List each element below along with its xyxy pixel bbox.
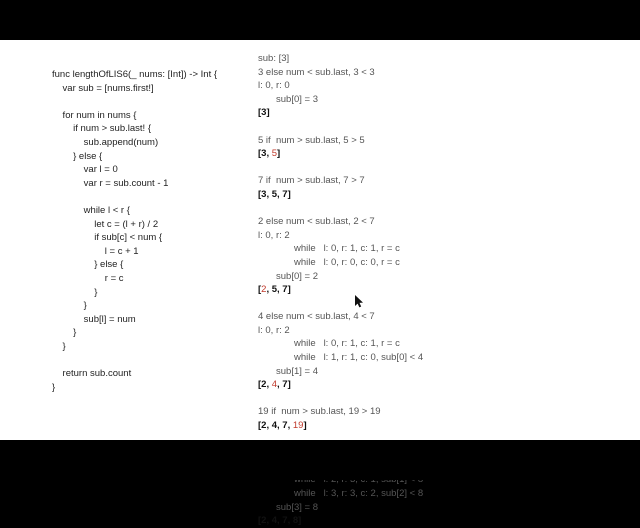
trace-line (258, 514, 423, 528)
code-line: } else { (52, 150, 103, 162)
trace-highlight-value: 4 (271, 379, 278, 391)
trace-line (258, 297, 423, 311)
trace-text: l: 0, r: 0 (258, 80, 290, 92)
trace-text: sub[0] = 3 (276, 93, 318, 105)
trace-text: while l: 3, r: 3, c: 2, sub[2] < 8 (294, 488, 424, 499)
trace-text: 7 if num > sub.last, 7 > 7 (258, 175, 365, 187)
code-line: l = c + 1 (52, 245, 139, 257)
trace-line (258, 378, 423, 392)
code-line: } else { (52, 259, 124, 271)
trace-line (258, 161, 423, 175)
trace-text: sub: [3] (258, 53, 290, 64)
code-line: var l = 0 (52, 164, 118, 176)
code-line: let c = (l + r) / 2 (52, 218, 159, 230)
trace-text: while l: 0, r: 1, c: 1, r = c (294, 243, 400, 255)
trace-line (258, 256, 423, 270)
trace-line (258, 93, 423, 107)
code-listing (52, 68, 217, 394)
trace-highlight-value: 5 (271, 148, 278, 160)
code-line: } (52, 327, 77, 339)
code-line (52, 190, 217, 204)
code-line: } (52, 381, 56, 393)
trace-line (258, 147, 423, 161)
letterbox-bottom (0, 440, 640, 480)
trace-text: sub[1] = 4 (276, 365, 318, 377)
trace-array: ] (277, 148, 281, 160)
trace-line (258, 405, 423, 419)
trace-array: , 5, 7] (266, 284, 291, 296)
code-line: return sub.count (52, 368, 132, 380)
trace-array: [3, (258, 148, 272, 160)
trace-text: 2 else num < sub.last, 2 < 7 (258, 216, 375, 228)
code-line: r = c (52, 272, 124, 284)
code-line: } (52, 286, 98, 298)
trace-line (258, 215, 423, 229)
trace-array: ] (303, 420, 307, 432)
trace-text: l: 0, r: 2 (258, 324, 290, 336)
trace-text: while l: 1, r: 1, c: 0, sub[0] < 4 (294, 352, 424, 364)
code-line: var r = sub.count - 1 (52, 177, 169, 189)
trace-array: [2, 4, 7, (258, 420, 293, 432)
trace-line (258, 419, 423, 433)
trace-text: sub[3] = 8 (276, 501, 318, 513)
code-line: sub[l] = num (52, 313, 136, 325)
trace-text: 3 else num < sub.last, 3 < 3 (258, 66, 375, 78)
code-line: while l < r { (52, 204, 130, 216)
trace-line (258, 487, 423, 501)
trace-line (258, 202, 423, 216)
trace-array: , 7] (277, 379, 291, 391)
trace-line (258, 134, 423, 148)
trace-line (258, 324, 423, 338)
trace-line (258, 283, 423, 297)
trace-line (258, 79, 423, 93)
trace-line (258, 120, 423, 134)
trace-line (258, 270, 423, 284)
trace-array: [3] (258, 107, 270, 119)
trace-text: l: 0, r: 2 (258, 229, 290, 241)
code-line: sub.append(num) (52, 136, 159, 148)
trace-array: [2, 4, 7, 8] (258, 515, 302, 527)
code-line: } (52, 300, 87, 312)
letterbox-top (0, 0, 640, 40)
trace-line (258, 188, 423, 202)
trace-array: [ (258, 284, 262, 296)
trace-line (258, 310, 423, 324)
trace-line (258, 392, 423, 406)
trace-line (258, 351, 423, 365)
code-line: func lengthOfLIS6(_ nums: [Int]) -> Int { (52, 69, 218, 80)
code-line: } (52, 340, 66, 352)
trace-array: [2, (258, 379, 272, 391)
document-page (0, 40, 640, 527)
trace-line (258, 501, 423, 515)
trace-line (258, 337, 423, 351)
trace-array: [3, 5, 7] (258, 188, 291, 200)
trace-highlight-value: 19 (292, 420, 304, 432)
trace-line (258, 106, 423, 120)
code-line (52, 353, 217, 367)
trace-line (258, 52, 423, 66)
code-line: if sub[c] < num { (52, 232, 163, 244)
code-line: if num > sub.last! { (52, 123, 152, 135)
trace-text: sub[0] = 2 (276, 270, 318, 282)
code-line: var sub = [nums.first!] (52, 82, 154, 94)
code-line: for num in nums { (52, 109, 137, 121)
trace-line (258, 174, 423, 188)
trace-line (258, 365, 423, 379)
trace-line (258, 229, 423, 243)
trace-text: 4 else num < sub.last, 4 < 7 (258, 311, 375, 323)
code-line (52, 95, 217, 109)
trace-text: 5 if num > sub.last, 5 > 5 (258, 134, 365, 146)
trace-line (258, 242, 423, 256)
trace-text: while l: 0, r: 1, c: 1, r = c (294, 338, 400, 350)
trace-line (258, 66, 423, 80)
trace-highlight-value: 2 (261, 284, 267, 296)
trace-text: 19 if num > sub.last, 19 > 19 (258, 406, 381, 418)
trace-text: while l: 0, r: 0, c: 0, r = c (294, 256, 400, 268)
